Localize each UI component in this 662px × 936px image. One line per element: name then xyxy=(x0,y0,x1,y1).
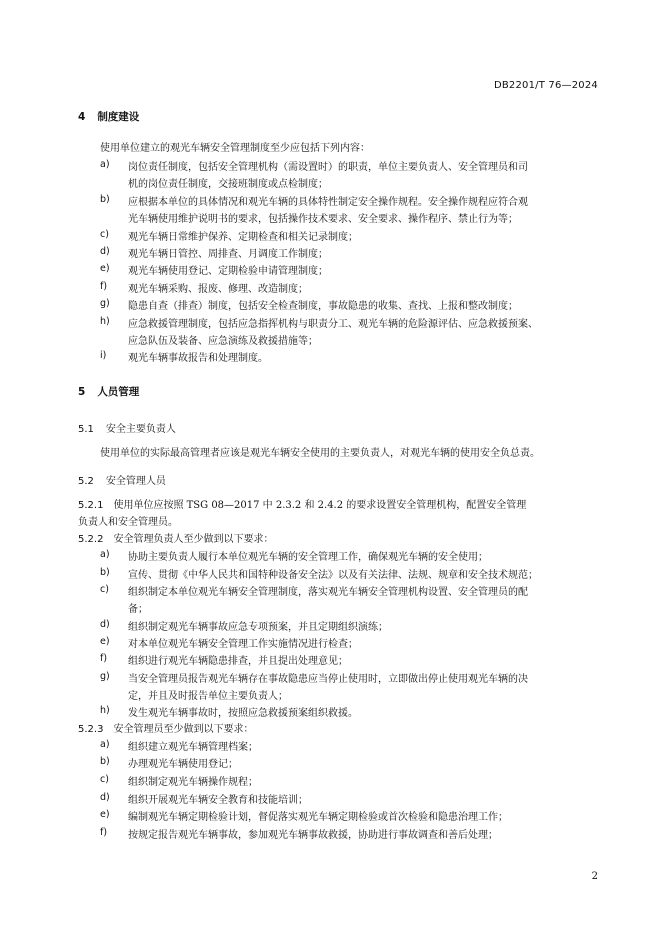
section-5-1-title: 安全主要负责人 xyxy=(105,424,176,435)
section-4-item-text: 观光车辆日管控、周排查、月调度工作制度； xyxy=(128,249,328,260)
section-4-item-marker: b) xyxy=(100,194,110,205)
section-5-number: 5 xyxy=(78,386,86,398)
section-4-item-marker: g) xyxy=(100,298,110,309)
section-4-item-text: 应根据本单位的具体情况和观光车辆的具体特性制定安全操作规程。安全操作规程应符合观 xyxy=(128,197,528,208)
clause-5-2-2-item-text: 组织制定观光车辆事故应急专项预案，并且定期组织演练； xyxy=(128,622,388,633)
clause-5-2-2-item-text-cont: 定，并且及时报告单位主要负责人； xyxy=(128,691,288,702)
section-5-2-title: 安全管理人员 xyxy=(105,476,166,487)
clause-5-2-3-lead xyxy=(78,721,253,738)
clause-5-2-3-item-marker: a) xyxy=(100,739,110,750)
section-5-1-text: 使用单位的实际最高管理者应该是观光车辆安全使用的主要负责人，对观光车辆的使用安全负总责。 xyxy=(100,448,540,459)
section-5-2-number: 5.2 xyxy=(78,476,94,487)
section-4-item-text: 隐患自查（排查）制度，包括安全检查制度，事故隐患的收集、查找、上报和整改制度； xyxy=(128,301,518,312)
section-4-intro: 使用单位建立的观光车辆安全管理制度至少应包括下列内容： xyxy=(100,143,370,154)
section-4-item-marker: i) xyxy=(100,350,107,361)
clause-5-2-2-number: 5.2.2 xyxy=(78,534,104,545)
section-4-item-text-cont: 应急队伍及装备、应急演练及救援措施等； xyxy=(128,336,318,347)
clause-5-2-2-item-marker: b) xyxy=(100,567,110,578)
clause-5-2-1-text: 使用单位应按照 TSG 08—2017 中 2.3.2 和 2.4.2 的要求设置安全管理机构，配置安全管理 xyxy=(113,500,527,511)
section-4-item-marker: h) xyxy=(100,316,110,327)
clause-5-2-3-item-text: 编制观光车辆定期检验计划，督促落实观光车辆定期检验或首次检验和隐患治理工作； xyxy=(128,812,508,823)
section-5-2-heading xyxy=(78,472,166,487)
section-4-item-text-cont: 光车辆使用维护说明书的要求，包括操作技术要求、安全要求、操作程序、禁止行为等； xyxy=(128,214,518,225)
clause-5-2-3-item-marker: b) xyxy=(100,756,110,767)
clause-5-2-3-item-text: 办理观光车辆使用登记； xyxy=(128,759,238,770)
clause-5-2-2-item-text: 当安全管理员报告观光车辆存在事故隐患应当停止使用时，立即做出停止使用观光车辆的决 xyxy=(128,674,528,685)
clause-5-2-2-item-text: 宣传、贯彻《中华人民共和国特种设备安全法》以及有关法律、法规、规章和安全技术规范； xyxy=(128,570,538,581)
clause-5-2-3-item-text: 组织开展观光车辆安全教育和技能培训； xyxy=(128,795,308,806)
clause-5-2-2-item-marker: a) xyxy=(100,549,110,560)
clause-5-2-2-item-marker: c) xyxy=(100,584,109,595)
section-5-heading xyxy=(78,384,139,399)
clause-5-2-3-item-marker: e) xyxy=(100,809,110,820)
clause-5-2-3-item-marker: d) xyxy=(100,792,110,803)
clause-5-2-2-item-text: 对本单位观光车辆安全管理工作实施情况进行检查； xyxy=(128,639,358,650)
clause-5-2-2-lead-text: 安全管理负责人至少做到以下要求： xyxy=(113,534,274,545)
section-5-title: 人员管理 xyxy=(97,386,140,398)
clause-5-2-1-line2: 负责人和安全管理员。 xyxy=(78,517,178,528)
section-4-item-marker: a) xyxy=(100,159,110,170)
clause-5-2-3-item-text: 组织建立观光车辆管理档案； xyxy=(128,742,258,753)
page-number: 2 xyxy=(591,871,598,882)
section-4-item-marker: e) xyxy=(100,263,110,274)
section-4-item-text: 观光车辆使用登记、定期检验申请管理制度； xyxy=(128,266,328,277)
clause-5-2-3-item-text: 按规定报告观光车辆事故，参加观光车辆事故救援，协助进行事故调查和善后处理； xyxy=(128,830,498,841)
clause-5-2-2-item-marker: f) xyxy=(100,653,108,664)
section-4-item-text: 观光车辆事故报告和处理制度。 xyxy=(128,353,268,364)
section-4-heading xyxy=(78,109,139,124)
clause-5-2-2-item-marker: h) xyxy=(100,705,110,716)
section-4-item-text: 岗位责任制度，包括安全管理机构（需设置时）的职责，单位主要负责人、安全管理员和司 xyxy=(128,162,528,173)
clause-5-2-2-item-text: 协助主要负责人履行本单位观光车辆的安全管理工作，确保观光车辆的安全使用； xyxy=(128,552,488,563)
section-5-1-number: 5.1 xyxy=(78,424,94,435)
section-5-1-heading xyxy=(78,420,176,435)
clause-5-2-2-item-text: 发生观光车辆事故时，按照应急救援预案组织救援。 xyxy=(128,708,358,719)
clause-5-2-2-item-marker: d) xyxy=(100,619,110,630)
section-4-item-marker: f) xyxy=(100,281,108,292)
clause-5-2-3-lead-text: 安全管理员至少做到以下要求： xyxy=(113,724,254,735)
clause-5-2-1-number: 5.2.1 xyxy=(78,500,104,511)
clause-5-2-3-item-marker: c) xyxy=(100,774,109,785)
standard-code: DB2201/T 76—2024 xyxy=(493,80,598,91)
section-4-item-text: 应急救援管理制度，包括应急指挥机构与职责分工、观光车辆的危险源评估、应急救援预案、 xyxy=(128,319,538,330)
clause-5-2-3-item-marker: f) xyxy=(100,827,108,838)
clause-5-2-2-item-text: 组织制定本单位观光车辆安全管理制度，落实观光车辆安全管理机构设置、安全管理员的配 xyxy=(128,587,528,598)
clause-5-2-2-item-text: 组织进行观光车辆隐患排查，并且提出处理意见； xyxy=(128,656,348,667)
clause-5-2-2-item-marker: e) xyxy=(100,636,110,647)
clause-5-2-1-line1 xyxy=(78,497,526,514)
section-4-item-marker: d) xyxy=(100,246,110,257)
clause-5-2-2-lead xyxy=(78,531,273,548)
clause-5-2-3-item-text: 组织制定观光车辆操作规程； xyxy=(128,777,258,788)
section-4-title: 制度建设 xyxy=(97,111,140,123)
clause-5-2-3-number: 5.2.3 xyxy=(78,724,104,735)
section-4-item-marker: c) xyxy=(100,229,109,240)
section-4-item-text: 观光车辆日常维护保养、定期检查和相关记录制度； xyxy=(128,232,358,243)
clause-5-2-2-item-text-cont: 备； xyxy=(128,604,148,615)
section-4-item-text-cont: 机的岗位责任制度，交接班制度或点检制度； xyxy=(128,179,328,190)
section-4-item-text: 观光车辆采购、报废、修理、改造制度； xyxy=(128,284,308,295)
clause-5-2-2-item-marker: g) xyxy=(100,671,110,682)
section-4-number: 4 xyxy=(78,111,86,123)
